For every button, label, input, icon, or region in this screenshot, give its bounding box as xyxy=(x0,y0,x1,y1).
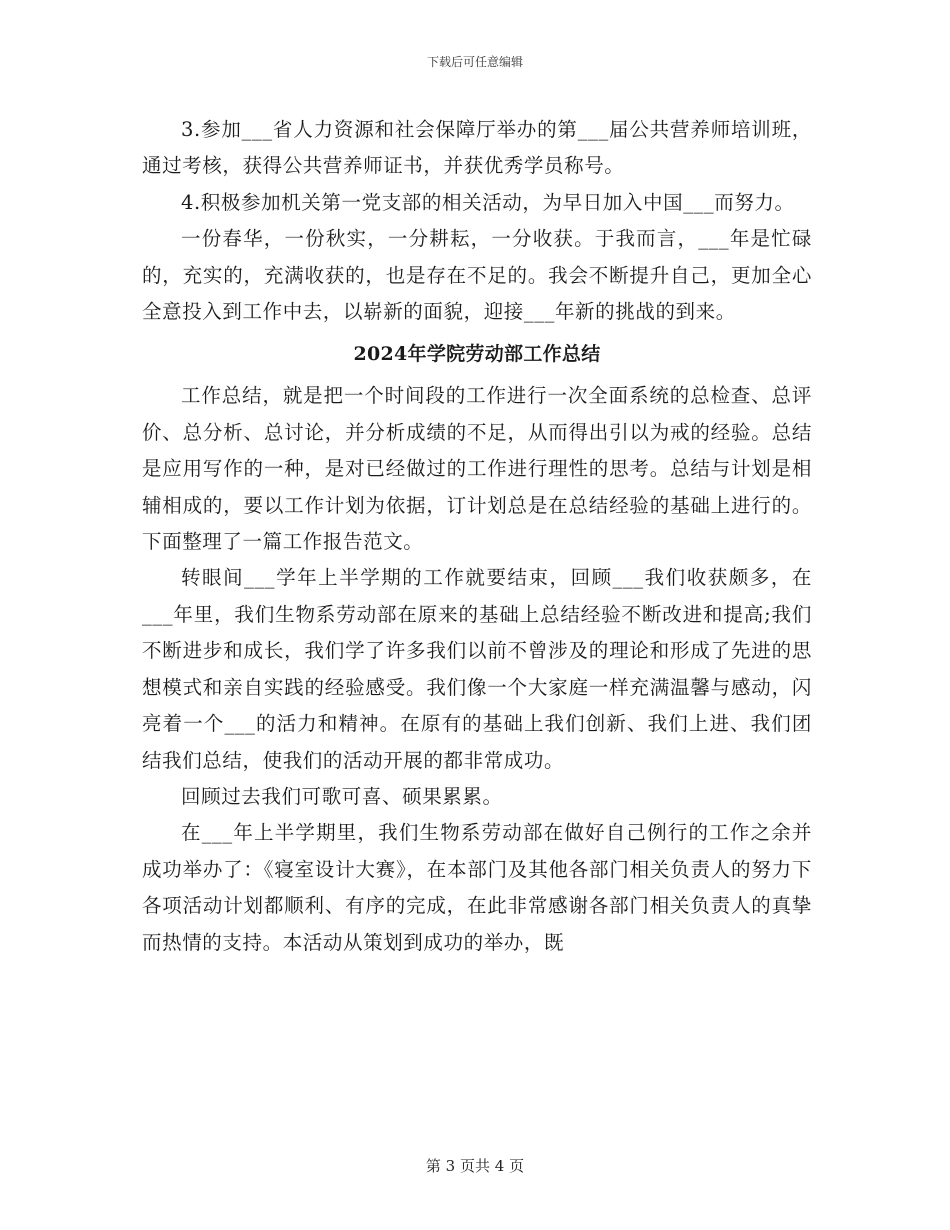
page-header: 下载后可任意编辑 xyxy=(426,55,523,69)
paragraph-closing: 一份春华，一份秋实，一分耕耘，一分收获。于我而言，___年是忙碌的，充实的，充满收获的，也是存在不足的。我会不断提升自己，更加全心全意投入到工作中去，以崭新的面貌，迎接___年新的挑战的到来。 xyxy=(142,227,812,324)
paragraph-achievements: 回顾过去我们可歌可喜、硕果累累。 xyxy=(181,784,503,808)
paragraph-activities: 在___年上半学期里，我们生物系劳动部在做好自己例行的工作之余并成功举办了：《寝室设计大赛》，在本部门及其他各部门相关负责人的努力下各项活动计划都顺利、有序的完成，在此非常感谢各部门相关负责人的真挚而热情的支持。本活动从策划到成功的举办，既 xyxy=(142,821,812,954)
paragraph-item-4: 4.积极参加机关第一党支部的相关活动，为早日加入中国___而努力。 xyxy=(181,190,795,214)
section-title: 2024年学院劳动部工作总结 xyxy=(353,343,601,366)
paragraph-item-3: 3.参加___省人力资源和社会保障厅举办的第___届公共营养师培训班，通过考核，获得公共营养师证书，并获优秀学员称号。 xyxy=(142,118,812,178)
page-number: 第 3 页共 4 页 xyxy=(425,1157,525,1175)
paragraph-review: 转眼间___学年上半学期的工作就要结束，回顾___我们收获颇多，在___年里，我们生物系劳动部在原来的基础上总结经验不断改进和提高;我们不断进步和成长，我们学了许多我们以前不曾涉及的理论和形成了先进的思想模式和亲自实践的经验感受。我们像一个大家庭一样充满温馨与感动，闪亮着一个___的活力和精神。在原有的基础上我们创新、我们上进、我们团结我们总结，使我们的活动开展的都非常成功。 xyxy=(142,566,812,772)
document-body xyxy=(142,112,812,961)
paragraph-intro: 工作总结，就是把一个时间段的工作进行一次全面系统的总检查、总评价、总分析、总讨论，并分析成绩的不足，从而得出引以为戒的经验。总结是应用写作的一种，是对已经做过的工作进行理性的思考。总结与计划是相辅相成的，要以工作计划为依据，订计划总是在总结经验的基础上进行的。下面整理了一篇工作报告范文。 xyxy=(142,384,812,554)
